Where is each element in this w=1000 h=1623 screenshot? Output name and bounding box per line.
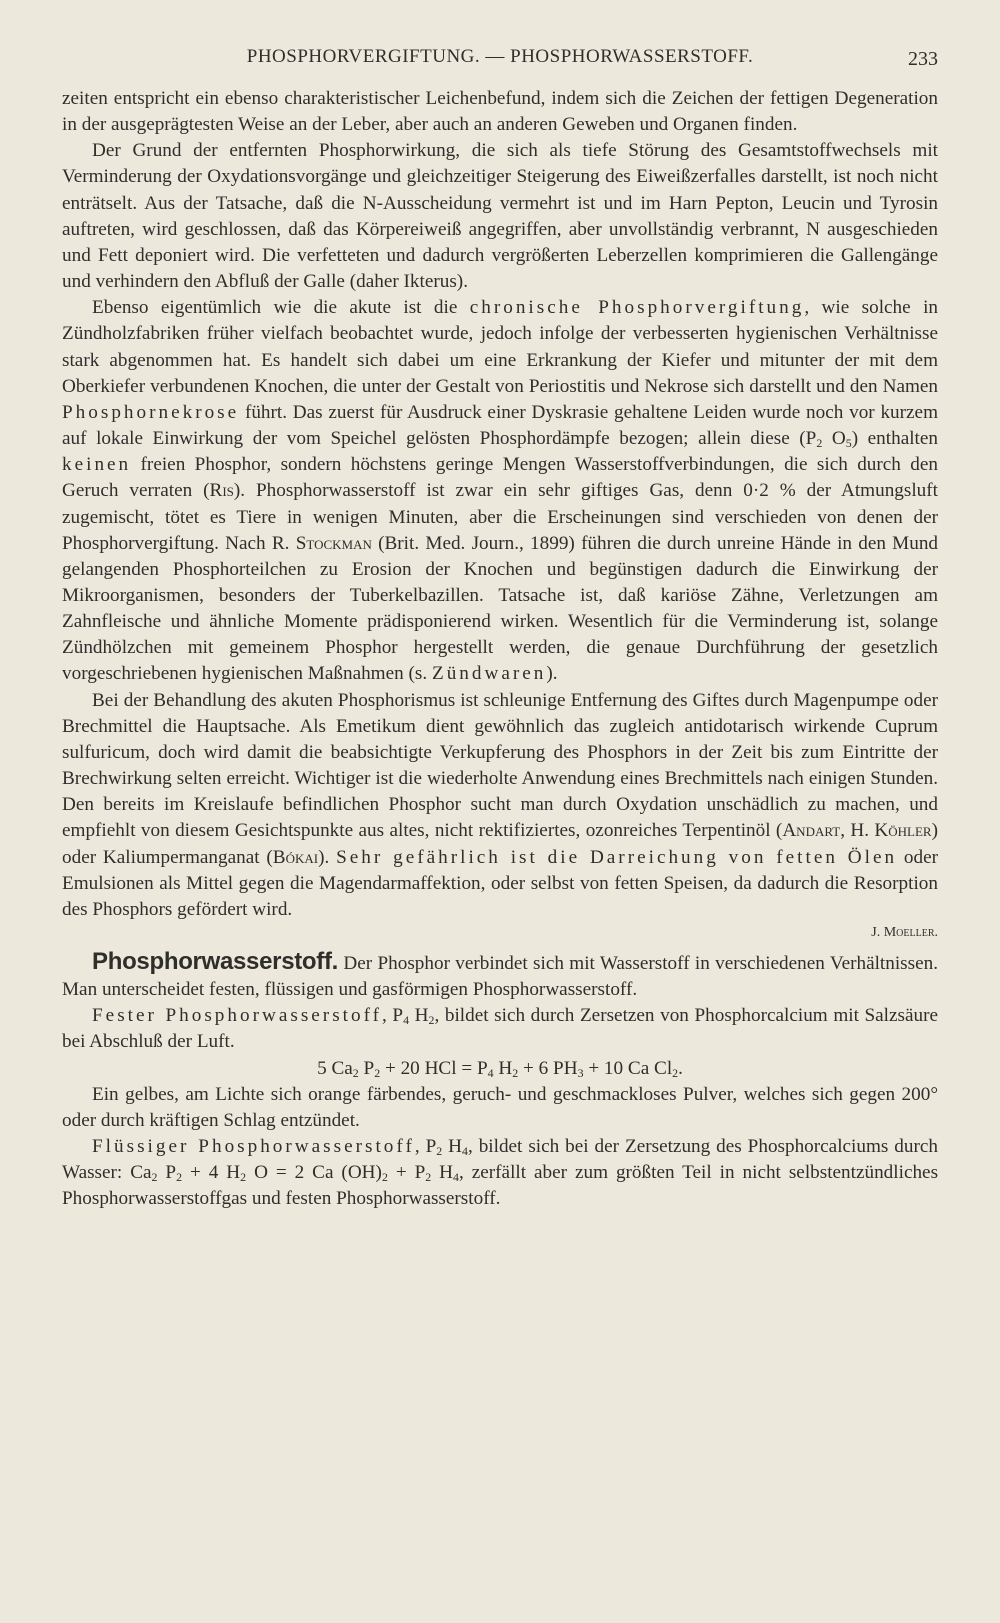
text-span: ) enthalten <box>851 428 938 450</box>
text-span: ). <box>546 663 558 685</box>
author-ref-andart: Andart <box>782 820 841 842</box>
paragraph-3 <box>62 295 938 687</box>
text-span: + P <box>387 1162 426 1184</box>
paragraph-1: zeiten entspricht ein ebenso charakteristischer Leichenbefund, indem sich die Zeichen der fettigen Degeneration in der ausgeprägtesten Weise an der Leber, aber auch an anderen Geweben und Organen finden. <box>62 88 938 136</box>
subscript: 5 <box>845 436 852 450</box>
subscript: 4 <box>453 1170 459 1185</box>
eq-text: H <box>493 1057 513 1079</box>
equation-1 <box>62 1056 938 1082</box>
text-span: , zerfällt aber zum größten Teil in nicht selbstentzündliches Phosphorwasserstoffgas und festen Phosphorwasserstoff. <box>62 1162 939 1210</box>
subscript: 4 <box>403 1013 410 1028</box>
article-author: J. Moeller. <box>871 925 938 940</box>
text-span: Ebenso eigentümlich wie die akute ist die <box>92 297 458 319</box>
text-span: + 4 H <box>182 1162 241 1184</box>
entry-intro <box>62 949 938 1003</box>
emphasis-warning: Sehr gefährlich ist die Darreichung von fetten Ölen <box>336 846 898 868</box>
running-title: PHOSPHORVERGIFTUNG. — PHOSPHORWASSERSTOFF. <box>246 46 754 67</box>
page-body <box>62 86 938 1213</box>
entry-phosphorwasserstoff <box>62 949 938 1213</box>
text-span: freien Phosphor, sondern höchstens geringe Mengen Wasserstoffverbindungen, die sich durch den Geruch verraten ( <box>62 454 938 502</box>
emphasis-phosphornekrose: Phosphornekrose <box>62 401 240 423</box>
subscript: 2 <box>151 1170 158 1185</box>
text-span: oder Emulsionen als Mittel gegen die Magendarmaffektion, oder selbst von fetten Speisen, da dadurch die Resorption des Phosphors gefördert wird. <box>62 846 939 920</box>
text-span: , P <box>414 1136 437 1158</box>
paragraph-4 <box>62 688 938 923</box>
subscript: 2 <box>425 1170 432 1185</box>
subscript: 3 <box>577 1065 584 1080</box>
author-ref-ris: Ris <box>209 480 234 502</box>
text-span: , bildet sich bei der Zersetzung des Phosphorcalciums durch Wasser: Ca <box>62 1136 938 1184</box>
entry-headword: Phosphorwasserstoff. <box>92 948 339 975</box>
text-span: Der Phosphor verbindet sich mit Wasserstoff in verschiedenen Verhältnissen. Man unterscheidet festen, flüssigen und gasförmigen Phosphorwasserstoff. <box>62 953 939 1001</box>
eq-text: 5 Ca <box>317 1057 353 1079</box>
subscript: 4 <box>487 1065 494 1080</box>
text-span: Bei der Behandlung des akuten Phosphorismus ist schleunige Entfernung des Giftes durch Magenpumpe oder Brechmittel die Hauptsache. Als Emetikum dient gewöhnlich das zugleich antidotarisch wirkende Cuprum sulfuricum, doch wird damit die beabsichtigte Verkupferung des Phosphors in der Zeit bis zum Eintritte der Brechwirkung selten erreicht. Wichtiger ist die wiederholte Anwendung eines Brechmittels nach einigen Stunden. Den bereits im Kreislaufe befindlichen Phosphor sucht man durch Oxydation unschädlich zu machen, und empfiehlt von diesem Gesichtspunkte aus altes, nicht rektifiziertes, ozonreiches Terpentinöl ( <box>62 689 938 842</box>
eq-text: P <box>358 1057 375 1079</box>
text-span: ). <box>318 846 330 868</box>
eq-text: + 10 Ca Cl <box>583 1057 673 1079</box>
solid-description: Ein gelbes, am Lichte sich orange färbendes, geruch- und geschmackloses Pulver, welches sich gegen 200° oder durch kräftigen Schlag entzündet. <box>62 1083 938 1131</box>
author-ref-bokai: Bókai <box>272 846 319 868</box>
text-span: führt. Das zuerst für Ausdruck einer Dyskrasie gehaltene Leiden wurde noch vor kurzem auf lokale Einwirkung der vom Speichel gelösten Phosphordämpfe bezogen; allein diese (P <box>62 401 938 450</box>
emphasis-keinen: keinen <box>62 454 132 476</box>
subscript: 2 <box>352 1065 359 1080</box>
text-span: , bildet sich durch Zersetzen von Phosphorcalcium mit Salzsäure bei Abschluß der Luft. <box>62 1005 939 1053</box>
text-span: H <box>414 1005 429 1027</box>
text-span: O = 2 Ca (OH) <box>246 1162 382 1184</box>
text-span: , P <box>382 1005 404 1027</box>
subscript: 2 <box>428 1013 435 1028</box>
text-span: O <box>831 428 846 450</box>
page-header <box>62 46 938 76</box>
page-number: 233 <box>908 48 938 70</box>
text-span: H <box>431 1162 454 1184</box>
subscript: 2 <box>436 1144 443 1159</box>
text-span: (Brit. Med. Journ., 1899) führen die durch unreine Hände in den Mund gelangenden Phosphorteilchen zu Erosion der Knochen und begünstigen dadurch die Einwirkung der Mikroorganismen, besonders der Tuberkelbazillen. Tatsache ist, daß kariöse Zähne, Verletzungen am Zahnfleische und ähnliche Momente prädisponierend wirken. Wesentlich für die Verminderung ist, solange Zündhölzchen mit gemeinem Phosphor hergestellt werden, die genaue Durchführung der gesetzlich vorgeschriebenen hygienischen Maßnahmen (s. <box>62 532 939 685</box>
text-span: , wie solche in Zündholzfabriken früher vielfach beobachtet wurde, jedoch infolge der verbesserten hygienischen Verhältnisse stark abgenommen hat. Es handelt sich dabei um eine Erkrankung der Kiefer und mitunter der mit dem Oberkiefer verbundenen Knochen, die unter der Gestalt von Periostitis und Nekrose sich darstellt und den Namen <box>62 297 938 397</box>
author-ref-stockman: Stockman <box>295 532 372 554</box>
term-fluessiger-phosphorwasserstoff: Flüssiger Phosphorwasserstoff <box>92 1136 415 1158</box>
eq-text: + 20 HCl = P <box>380 1057 488 1079</box>
liquid-paragraph <box>62 1134 938 1212</box>
subscript: 2 <box>672 1065 679 1080</box>
solid-paragraph <box>62 1003 938 1055</box>
subscript: 2 <box>381 1170 388 1185</box>
subscript: 2 <box>816 436 823 450</box>
paragraph-2: Der Grund der entfernten Phosphorwirkung, die sich als tiefe Störung des Gesamtstoffwechsels mit Verminderung der Oxydationsvorgänge und gleichzeitiger Steigerung des Eiweißzerfalles darstellt, ist noch nicht enträtselt. Aus der Tatsache, daß die N-Ausscheidung vermehrt ist und im Harn Pepton, Leucin und Tyrosin auftreten, wird geschlossen, daß das Körpereiweiß angegriffen, aber unvollständig verbrannt, N ausgeschieden und Fett deponiert wird. Die verfetteten und dadurch vergrößerten Leberzellen komprimieren die Gallengänge und verhindern den Abfluß der Galle (daher Ikterus). <box>62 140 938 293</box>
eq-text: . <box>678 1057 683 1079</box>
author-ref-koehler: Köhler <box>874 820 932 842</box>
subscript: 2 <box>512 1065 519 1080</box>
term-fester-phosphorwasserstoff: Fester Phosphorwasserstoff <box>92 1005 383 1027</box>
eq-text: + 6 PH <box>518 1057 578 1079</box>
text-span: ). Phosphorwasserstoff ist zwar ein sehr giftiges Gas, denn 0·2 % der Atmungsluft zugemischt, tötet es Tiere in wenigen Minuten, aber die Erscheinungen sind verschieden von denen der Phosphorvergiftung. Nach R. <box>62 480 938 554</box>
text-span: ) oder Kaliumpermanganat ( <box>62 820 938 868</box>
text-span: , H. <box>840 820 870 842</box>
emphasis-chronische-phosphorvergiftung: chronische Phosphorvergiftung <box>469 297 805 319</box>
cross-ref-zuendwaren: Zündwaren <box>431 663 547 685</box>
text-span: H <box>442 1136 462 1158</box>
subscript: 2 <box>374 1065 381 1080</box>
subscript: 2 <box>176 1170 183 1185</box>
text-span: P <box>157 1162 177 1184</box>
subscript: 2 <box>240 1170 247 1185</box>
subscript: 4 <box>462 1144 468 1159</box>
